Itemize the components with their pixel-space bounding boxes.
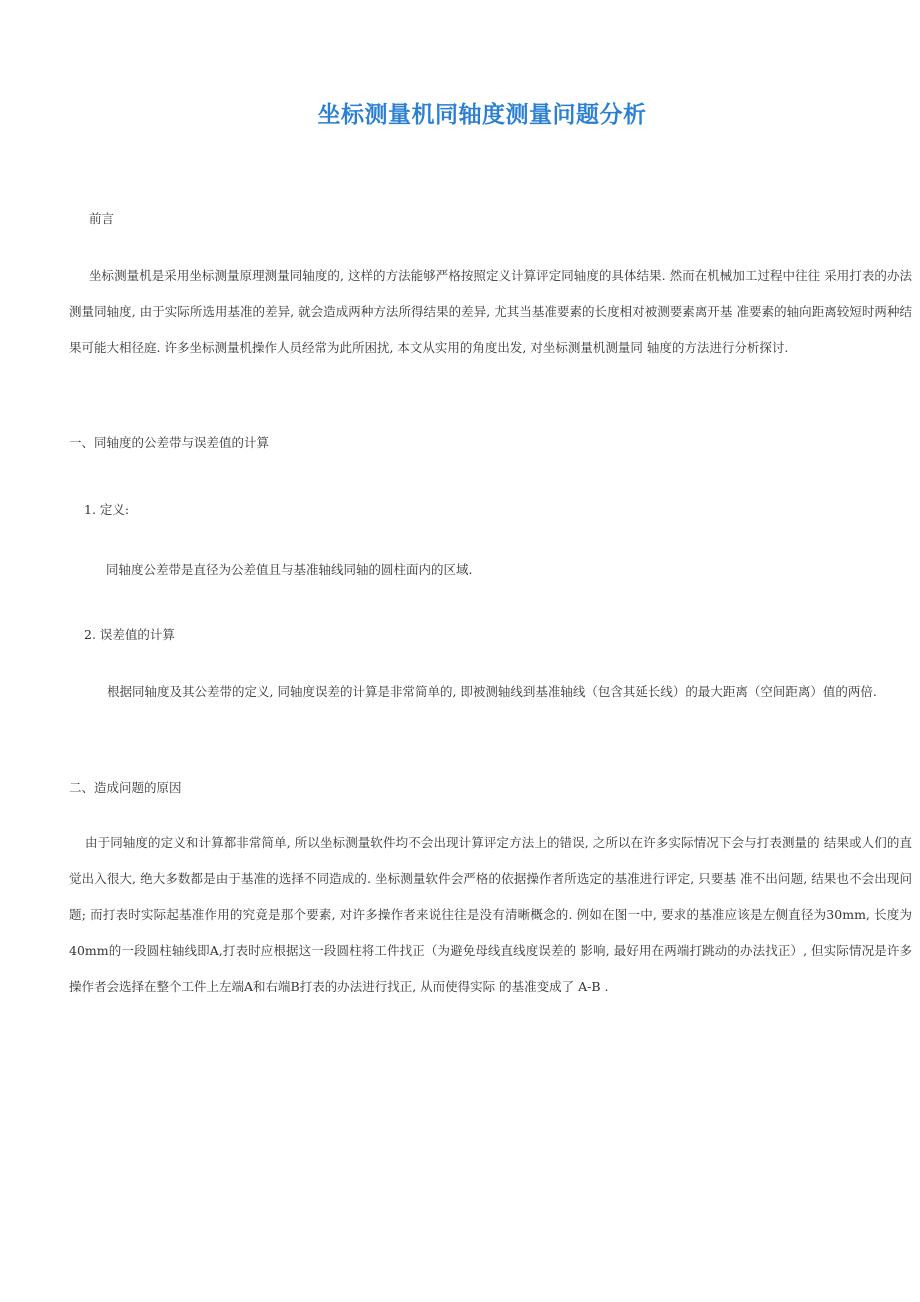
preface-paragraph: 坐标测量机是采用坐标测量原理测量同轴度的, 这样的方法能够严格按照定义计算评定同轴度的具体结果. 然而在机械加工过程中往往 采用打表的办法测量同轴度, 由于实际所选用基准的差异, 就会造成两种方法所得结果的差异, 尤其当基准要素的长度相对被测要素离开基 准要素的轴向距离较短时两种结果可能大相径庭. 许多坐标测量机操作人员经常为此所困扰, 本文从实用的角度出发, 对坐标测量机测量同 轴度的方法进行分析探讨. xyxy=(69,268,912,355)
document-title: 坐标测量机同轴度测量问题分析 xyxy=(317,102,647,128)
item-2-text: 根据同轴度及其公差带的定义, 同轴度误差的计算是非常简单的, 即被测轴线到基准轴线（包含其延长线）的最大距离（空间距离）值的两倍. xyxy=(107,684,877,699)
section-1-heading: 一、同轴度的公差带与误差值的计算 xyxy=(69,435,270,450)
item-2-heading: 2. 误差值的计算 xyxy=(84,627,175,642)
section-2-heading: 二、造成问题的原因 xyxy=(69,780,182,795)
preface-heading: 前言 xyxy=(89,211,115,226)
item-1-text: 同轴度公差带是直径为公差值且与基准轴线同轴的圆柱面内的区域. xyxy=(106,562,473,577)
section-2-paragraph: 由于同轴度的定义和计算都非常简单, 所以坐标测量软件均不会出现计算评定方法上的错误, 之所以在许多实际情况下会与打表测量的 结果或人们的直觉出入很大, 绝大多数都是由于基准的选择不同造成的. 坐标测量软件会严格的依据操作者所选定的基准进行评定, 只要基 准不出问题, 结果也不会出现问题; 而打表时实际起基准作用的究竟是那个要素, 对许多操作者来说往往是没有清晰概念的. 例如在图一中, 要求的基准应该是左侧直径为30mm, 长度为40mm的一段圆柱轴线即A,打表时应根据这一段圆柱将工件找正（为避免母线直线度误差的 影响, 最好用在两端打跳动的办法找正）, 但实际情况是许多操作者会选择在整个工件上左端A和右端B打表的办法进行找正, 从而使得实际 的基准变成了 A-B . xyxy=(69,835,912,994)
item-1-heading: 1. 定义: xyxy=(84,502,130,517)
